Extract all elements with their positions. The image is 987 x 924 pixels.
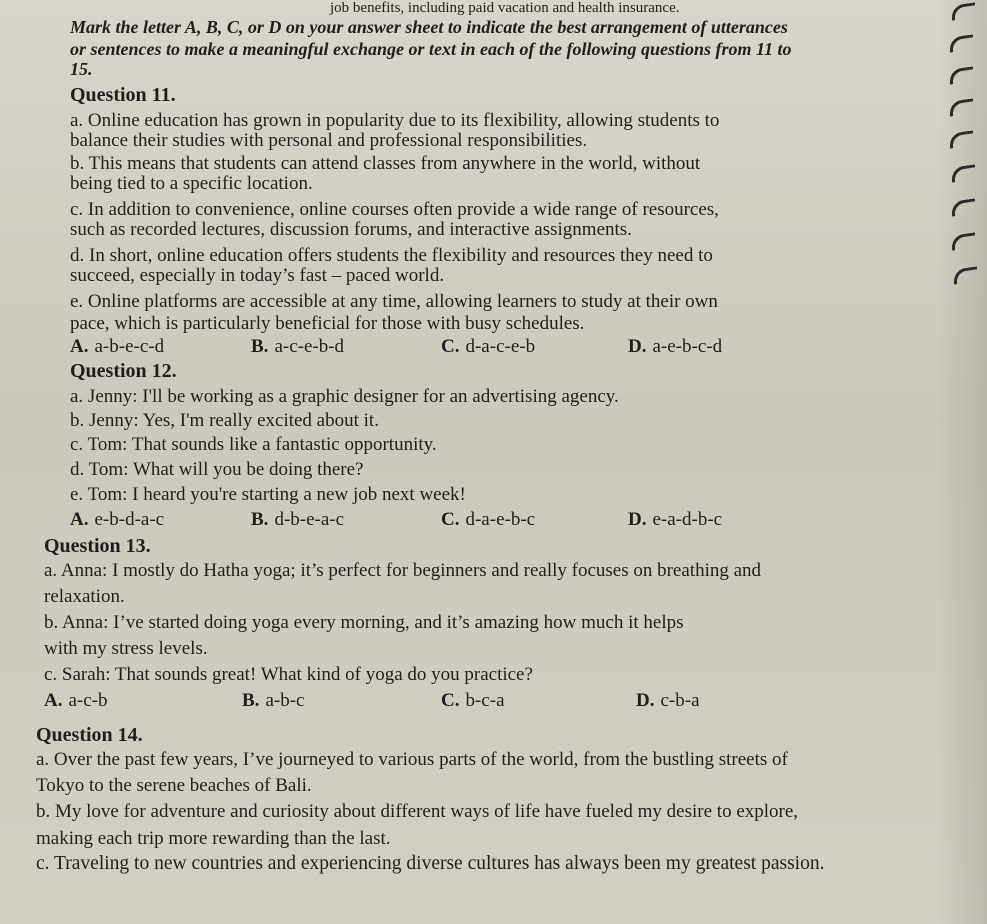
q12-line: a. Jenny: I'll be working as a graphic designer for an advertising agency.	[70, 386, 619, 407]
option-text: a-c-b	[68, 690, 108, 711]
q13-line: c. Sarah: That sounds great! What kind of yoga do you practice?	[44, 664, 533, 685]
binding-ring-icon	[950, 198, 977, 216]
option-text: e-b-d-a-c	[94, 509, 165, 530]
q11-line: pace, which is particularly beneficial for those with busy schedules.	[70, 313, 585, 334]
option-text: a-c-e-b-d	[274, 336, 345, 357]
q12-option-b[interactable]	[251, 509, 344, 531]
instruction-line-3: 15.	[70, 59, 93, 79]
option-label: B.	[251, 509, 269, 530]
q11-line: succeed, especially in today’s fast – paced world.	[70, 265, 445, 286]
q11-option-b[interactable]	[251, 336, 344, 358]
option-label: D.	[636, 690, 655, 711]
q12-line: b. Jenny: Yes, I'm really excited about it.	[70, 410, 379, 431]
question-12-title: Question 12.	[70, 360, 177, 382]
q12-option-c[interactable]	[441, 509, 535, 531]
option-label: B.	[251, 336, 269, 357]
q11-option-d[interactable]	[628, 336, 722, 358]
option-label: A.	[70, 336, 89, 357]
q11-line: being tied to a specific location.	[70, 173, 313, 194]
option-label: B.	[242, 690, 260, 711]
option-label: C.	[441, 690, 460, 711]
option-text: a-b-e-c-d	[94, 336, 165, 357]
option-text: d-a-c-e-b	[465, 336, 536, 357]
q11-option-c[interactable]	[441, 336, 535, 358]
option-text: c-b-a	[660, 690, 700, 711]
option-label: A.	[70, 509, 89, 530]
q11-option-a[interactable]	[70, 336, 164, 358]
q14-line: a. Over the past few years, I’ve journeyed to various parts of the world, from the bustling streets of	[36, 749, 788, 770]
instruction-line-1: Mark the letter A, B, C, or D on your answer sheet to indicate the best arrangement of utterances	[70, 17, 788, 37]
q12-line: e. Tom: I heard you're starting a new job next week!	[70, 484, 466, 505]
binding-ring-icon	[948, 34, 975, 52]
q13-line: with my stress levels.	[44, 638, 208, 659]
q13-option-d[interactable]	[636, 690, 700, 712]
q11-line: a. Online education has grown in popularity due to its flexibility, allowing students to	[70, 110, 720, 131]
question-11-title: Question 11.	[70, 84, 176, 106]
option-label: A.	[44, 690, 63, 711]
q13-option-c[interactable]	[441, 690, 505, 712]
q13-option-b[interactable]	[242, 690, 304, 712]
q11-line: c. In addition to convenience, online courses often provide a wide range of resources,	[70, 199, 719, 220]
q14-line: b. My love for adventure and curiosity about different ways of life have fueled my desire to explore,	[36, 801, 799, 822]
q11-line: b. This means that students can attend classes from anywhere in the world, without	[70, 153, 701, 174]
option-label: C.	[441, 509, 460, 530]
option-text: a-e-b-c-d	[652, 336, 723, 357]
q12-line: c. Tom: That sounds like a fantastic opportunity.	[70, 434, 437, 455]
q13-line: b. Anna: I’ve started doing yoga every morning, and it’s amazing how much it helps	[44, 612, 684, 633]
binding-ring-icon	[948, 130, 975, 148]
option-text: d-b-e-a-c	[274, 509, 345, 530]
q11-line: e. Online platforms are accessible at any time, allowing learners to study at their own	[70, 291, 718, 312]
instruction-line-2: or sentences to make a meaningful exchange or text in each of the following questions from 11 to	[70, 39, 792, 59]
top-fragment-text: job benefits, including paid vacation and health insurance.	[330, 0, 680, 16]
q14-line: c. Traveling to new countries and experiencing diverse cultures has always been my greatest passion.	[36, 853, 825, 874]
q11-line: d. In short, online education offers students the flexibility and resources they need to	[70, 245, 713, 266]
option-text: d-a-e-b-c	[465, 509, 536, 530]
option-text: a-b-c	[265, 690, 305, 711]
binding-ring-icon	[952, 266, 979, 284]
option-label: C.	[441, 336, 460, 357]
question-13-title: Question 13.	[44, 535, 151, 557]
q12-line: d. Tom: What will you be doing there?	[70, 459, 364, 480]
binding-ring-icon	[950, 232, 977, 250]
q14-line: making each trip more rewarding than the last.	[36, 828, 391, 849]
option-label: D.	[628, 509, 647, 530]
binding-ring-icon	[950, 164, 977, 182]
binding-ring-icon	[950, 2, 977, 20]
spiral-binding	[937, 0, 987, 924]
option-text: b-c-a	[465, 690, 505, 711]
option-text: e-a-d-b-c	[652, 509, 723, 530]
binding-ring-icon	[948, 98, 975, 116]
question-14-title: Question 14.	[36, 724, 143, 746]
binding-ring-icon	[948, 66, 975, 84]
q12-option-d[interactable]	[628, 509, 722, 531]
q13-option-a[interactable]	[44, 690, 108, 712]
q11-line: balance their studies with personal and professional responsibilities.	[70, 130, 588, 151]
q12-option-a[interactable]	[70, 509, 164, 531]
option-label: D.	[628, 336, 647, 357]
q13-line: relaxation.	[44, 586, 125, 607]
q13-line: a. Anna: I mostly do Hatha yoga; it’s perfect for beginners and really focuses on breathing and	[44, 560, 762, 581]
q11-line: such as recorded lectures, discussion forums, and interactive assignments.	[70, 219, 632, 240]
q14-line: Tokyo to the serene beaches of Bali.	[36, 775, 312, 796]
